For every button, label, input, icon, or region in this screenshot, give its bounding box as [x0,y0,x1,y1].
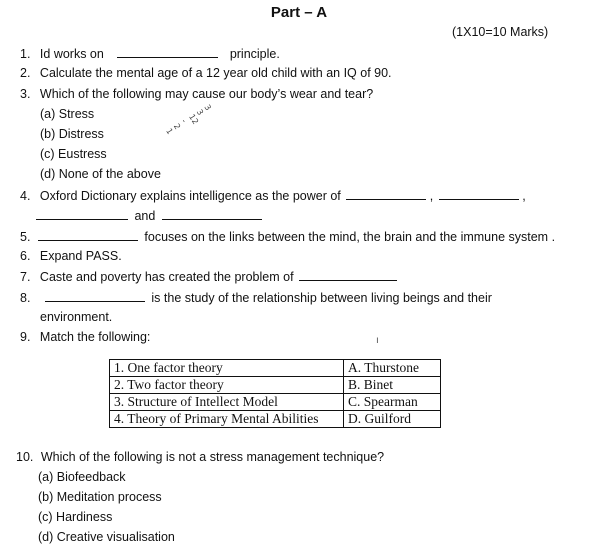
question-number: 10. [16,450,34,464]
answer-blank [299,269,397,281]
question-8-cont: environment. [40,310,113,324]
stray-mark: ı [376,335,379,346]
question-9 [20,330,150,344]
question-text: Match the following: [39,330,151,344]
table-row [110,394,441,411]
question-8 [20,290,492,305]
question-text: Which of the following may cause our body’s wear and tear? [39,87,374,101]
option-d: (d) Creative visualisation [38,530,175,544]
match-table [109,359,441,428]
question-number: 3. [20,87,31,101]
question-text: Which of the following is not a stress management technique? [40,450,385,464]
answer-blank-2 [439,188,519,200]
question-5 [20,229,555,244]
table-cell-right: B. Binet [344,377,441,394]
table-cell-right: C. Spearman [344,394,441,411]
question-number: 6. [20,249,31,263]
question-text: focuses on the links between the mind, the brain and the immune system . [144,230,556,244]
option-a: (a) Biofeedback [38,470,126,484]
option-c: (c) Hardiness [38,510,113,524]
question-6 [20,249,122,263]
question-number: 7. [20,270,31,284]
question-4-cont [36,208,262,223]
question-number: 5. [20,230,31,244]
comma: , [522,189,526,203]
answer-blank [38,229,138,241]
answer-blank-3 [36,208,128,220]
question-text: Caste and poverty has created the problem of [39,270,294,284]
question-1 [20,46,280,61]
comma: , [429,189,434,203]
answer-blank [117,46,218,58]
answer-blank [45,290,145,302]
option-b: (b) Meditation process [38,490,162,504]
option-c: (c) Eustress [40,147,107,161]
table-cell-left: 1. One factor theory [110,360,344,377]
question-3 [20,87,373,101]
question-4 [20,188,526,203]
table-row [110,411,441,428]
table-row [110,377,441,394]
question-text: is the study of the relationship between living beings and their [151,291,492,305]
answer-blank-1 [346,188,426,200]
question-text-end: principle. [229,47,280,61]
question-text: Expand PASS. [39,249,122,263]
question-2 [20,66,392,80]
question-number: 4. [20,189,31,203]
question-10 [16,450,384,464]
table-cell-left: 2. Two factor theory [110,377,344,394]
table-cell-right: A. Thurstone [344,360,441,377]
question-number: 8. [20,291,31,305]
table-cell-right: D. Guilford [344,411,441,428]
marks-allocation: (1X10=10 Marks) [452,25,549,39]
question-text: Oxford Dictionary explains intelligence as the power of [39,189,341,203]
question-number: 1. [20,47,31,61]
question-number: 2. [20,66,31,80]
answer-blank-4 [162,208,262,220]
and-text: and [134,209,156,223]
option-b: (b) Distress [40,127,104,141]
question-number: 9. [20,330,31,344]
table-row [110,360,441,377]
table-cell-left: 3. Structure of Intellect Model [110,394,344,411]
table-cell-left: 4. Theory of Primary Mental Abilities [110,411,344,428]
handwritten-scribble: 3 3 12 - 2 1 [164,103,213,136]
question-text: Calculate the mental age of a 12 year old child with an IQ of 90. [39,66,392,80]
option-a: (a) Stress [40,107,95,121]
question-7 [20,269,397,284]
option-d: (d) None of the above [40,167,161,181]
part-title: Part – A [270,4,328,21]
question-text: Id works on [39,47,104,61]
